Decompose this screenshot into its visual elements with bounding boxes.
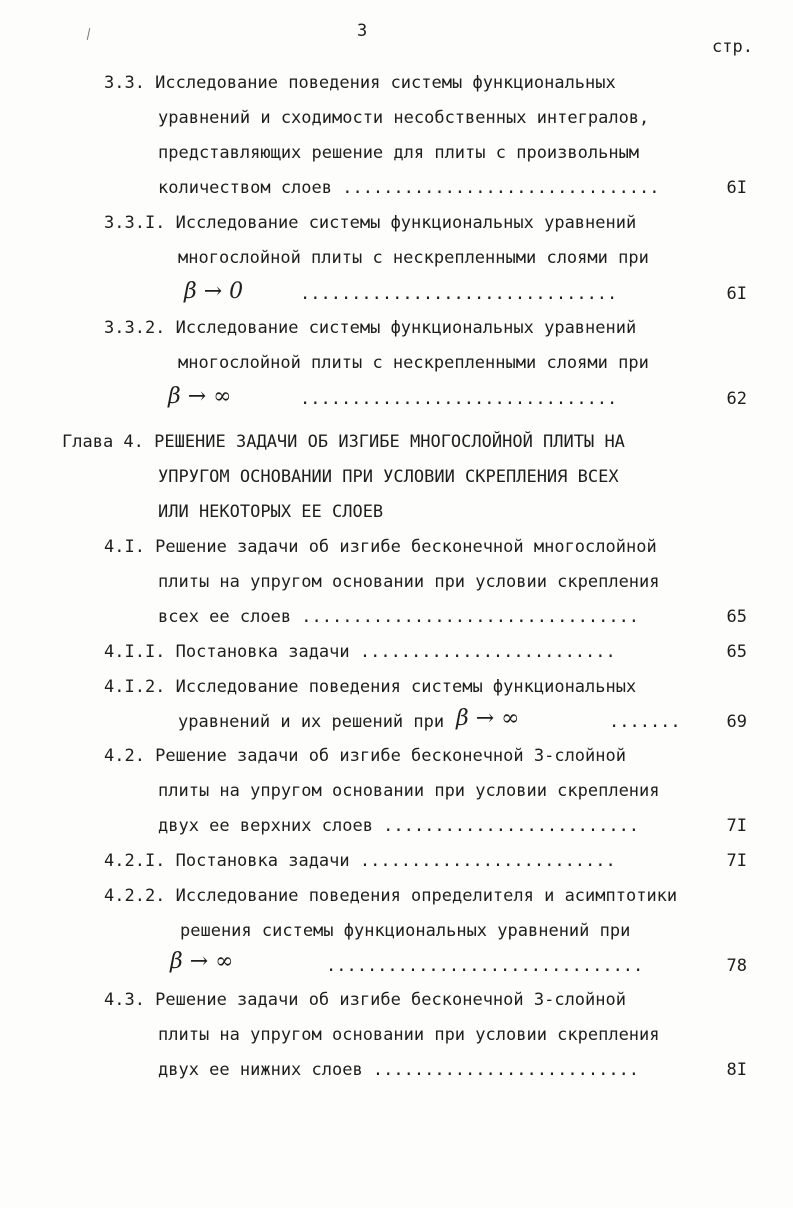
toc-entry-line: 3.3.2. Исследование системы функциональных уравнений bbox=[104, 318, 637, 338]
toc-entry-line: плиты на упругом основании при условии скрепления bbox=[158, 1025, 660, 1045]
toc-page-ref: 65 bbox=[726, 607, 747, 627]
toc-entry-line: плиты на упругом основании при условии скрепления bbox=[158, 572, 660, 592]
beta-to-zero-formula: β → 0 bbox=[184, 279, 244, 304]
beta-to-infinity-formula: β → ∞ bbox=[456, 706, 520, 731]
toc-entry-line: двух ее верхних слоев ......................... bbox=[158, 816, 640, 836]
toc-page-ref: 7I bbox=[726, 851, 747, 871]
beta-to-infinity-formula: β → ∞ bbox=[170, 949, 234, 974]
toc-entry-line: 3.3.I. Исследование системы функциональных уравнений bbox=[104, 213, 637, 233]
toc-entry-line: 4.2. Решение задачи об изгибе бесконечной 3-слойной bbox=[104, 746, 626, 766]
toc-page-ref: 62 bbox=[726, 389, 747, 409]
toc-dot-leader: ............................... bbox=[300, 389, 618, 409]
toc-entry-line: 4.2.2. Исследование поведения определителя и асимптотики bbox=[104, 886, 678, 906]
toc-entry-line: количеством слоев ............................... bbox=[158, 178, 660, 198]
toc-entry-line: решения системы функциональных уравнений при bbox=[180, 921, 631, 941]
toc-dot-leader: ............................... bbox=[300, 284, 618, 304]
toc-page-ref: 6I bbox=[726, 178, 747, 198]
toc-entry-line: 4.I. Решение задачи об изгибе бесконечной многослойной bbox=[104, 537, 657, 557]
toc-page-ref: 65 bbox=[726, 642, 747, 662]
toc-entry-line: 3.3. Исследование поведения системы функциональных bbox=[104, 73, 616, 93]
toc-entry-line: 4.3. Решение задачи об изгибе бесконечной 3-слойной bbox=[104, 990, 626, 1010]
chapter-heading-line: УПРУГОМ ОСНОВАНИИ ПРИ УСЛОВИИ СКРЕПЛЕНИЯ ВСЕХ bbox=[158, 467, 619, 487]
page-column-label: стр. bbox=[712, 37, 753, 57]
toc-entry-line: двух ее нижних слоев .......................... bbox=[158, 1060, 640, 1080]
toc-entry-line: уравнений и их решений при bbox=[178, 712, 445, 732]
toc-entry-line: многослойной плиты с нескрепленными слоями при bbox=[178, 353, 649, 373]
toc-page-ref: 6I bbox=[726, 284, 747, 304]
scan-mark bbox=[87, 28, 90, 40]
beta-to-infinity-formula: β → ∞ bbox=[168, 384, 232, 409]
toc-entry-line: всех ее слоев ................................. bbox=[158, 607, 640, 627]
toc-page-ref: 78 bbox=[726, 956, 747, 976]
toc-entry-line: 4.I.2. Исследование поведения системы функциональных bbox=[104, 677, 637, 697]
toc-dot-leader: ............................... bbox=[326, 956, 644, 976]
toc-entry-line: 4.2.I. Постановка задачи ......................... bbox=[104, 851, 616, 871]
toc-entry-line: плиты на упругом основании при условии скрепления bbox=[158, 781, 660, 801]
page-number: 3 bbox=[357, 21, 368, 41]
toc-page-ref: 69 bbox=[726, 712, 747, 732]
toc-page-ref: 8I bbox=[726, 1060, 747, 1080]
toc-page-ref: 7I bbox=[726, 816, 747, 836]
toc-entry-line: 4.I.I. Постановка задачи ......................... bbox=[104, 642, 616, 662]
toc-dot-leader: ....... bbox=[609, 712, 681, 732]
chapter-heading-line: ИЛИ НЕКОТОРЫХ ЕЕ СЛОЕВ bbox=[158, 502, 384, 522]
toc-entry-line: многослойной плиты с нескрепленными слоями при bbox=[178, 248, 649, 268]
toc-entry-line: уравнений и сходимости несобственных интегралов, bbox=[158, 108, 650, 128]
toc-entry-line: представляющих решение для плиты с произвольным bbox=[158, 143, 640, 163]
chapter-heading-line: Глава 4. РЕШЕНИЕ ЗАДАЧИ ОБ ИЗГИБЕ МНОГОСЛОЙНОЙ ПЛИТЫ НА bbox=[62, 432, 625, 452]
